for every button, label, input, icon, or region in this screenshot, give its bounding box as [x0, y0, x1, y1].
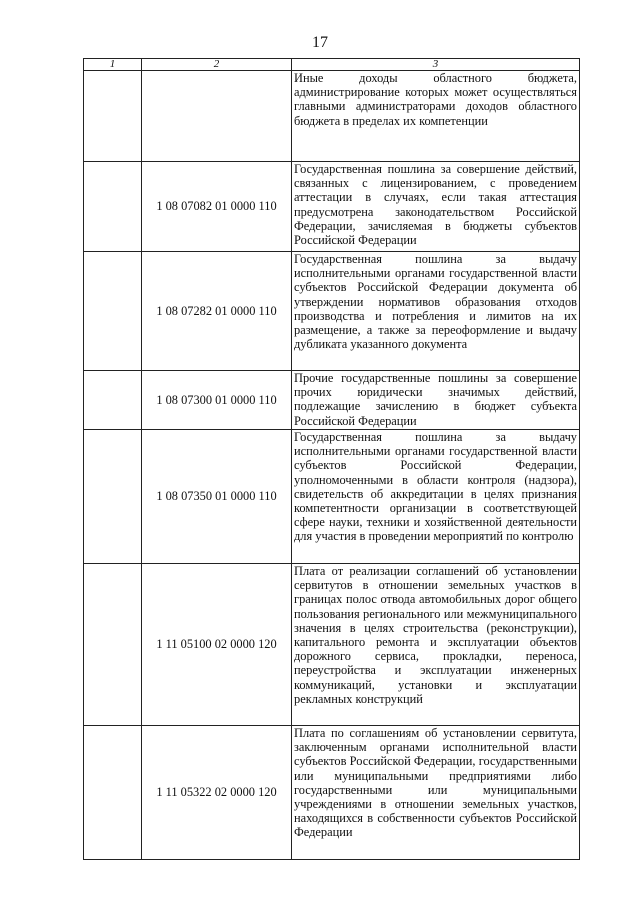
revenue-code: 1 11 05100 02 0000 120	[142, 564, 292, 726]
revenue-description: Прочие государственные пошлины за совершение прочих юридически значимых действий, подлежащие зачислению в бюджет субъекта Российской Федерации	[292, 371, 580, 430]
empty-cell	[84, 71, 142, 162]
revenue-code: 1 08 07082 01 0000 110	[142, 162, 292, 252]
revenue-code: 1 11 05322 02 0000 120	[142, 726, 292, 860]
empty-cell	[84, 726, 142, 860]
table-row	[84, 252, 580, 371]
revenue-description: Государственная пошлина за совершение действий, связанных с лицензированием, с проведением аттестации в случаях, если такая аттестация предусмотрена законодательством Российской Федерации, зачисляемая в бюджеты субъектов Российской Федерации	[292, 162, 580, 252]
table-row	[84, 564, 580, 726]
empty-cell	[84, 371, 142, 430]
table-row	[84, 371, 580, 430]
revenue-description: Государственная пошлина за выдачу исполнительными органами государственной власти субъектов Российской Федерации, уполномоченными в области контроля (надзора), свидетельств об аккредитации в целях признания компетентности организации в соответствующей сфере науки, техники и хозяйственной деятельности для участия в проведении мероприятий по контролю	[292, 430, 580, 564]
empty-cell	[84, 162, 142, 252]
empty-cell	[84, 252, 142, 371]
revenue-codes-table	[83, 58, 580, 860]
revenue-code: 1 08 07350 01 0000 110	[142, 430, 292, 564]
revenue-code: 1 08 07300 01 0000 110	[142, 371, 292, 430]
column-header-2: 2	[142, 59, 292, 71]
table-row	[84, 430, 580, 564]
column-header-1: 1	[84, 59, 142, 71]
section-heading-row	[84, 71, 580, 162]
empty-cell	[84, 564, 142, 726]
column-header-3: 3	[292, 59, 580, 71]
revenue-description: Плата от реализации соглашений об установлении сервитутов в отношении земельных участков в границах полос отвода автомобильных дорог общего пользования регионального или межмуниципального значения в целях строительства (реконструкции), капитального ремонта и эксплуатации объектов дорожного сервиса, прокладки, переноса, переустройства и эксплуатации инженерных коммуникаций, установки и эксплуатации рекламных конструкций	[292, 564, 580, 726]
table-row	[84, 162, 580, 252]
revenue-description: Плата по соглашениям об установлении сервитута, заключенным органами исполнительной власти субъектов Российской Федерации, государственными или муниципальными предприятиями либо государственными или муниципальными учреждениями в отношении земельных участков, находящихся в собственности субъектов Российской Федерации	[292, 726, 580, 860]
table-row	[84, 726, 580, 860]
revenue-description: Государственная пошлина за выдачу исполнительными органами государственной власти субъектов Российской Федерации документа об утверждении нормативов образования отходов производства и потребления и лимитов на их размещение, а также за переоформление и выдачу дубликата указанного документа	[292, 252, 580, 371]
empty-cell	[84, 430, 142, 564]
page-number: 17	[312, 34, 328, 51]
revenue-code: 1 08 07282 01 0000 110	[142, 252, 292, 371]
empty-cell	[142, 71, 292, 162]
section-heading: Иные доходы областного бюджета, администрирование которых может осуществляться главными администраторами доходов областного бюджета в пределах их компетенции	[292, 71, 580, 162]
table-header-row	[84, 59, 580, 71]
